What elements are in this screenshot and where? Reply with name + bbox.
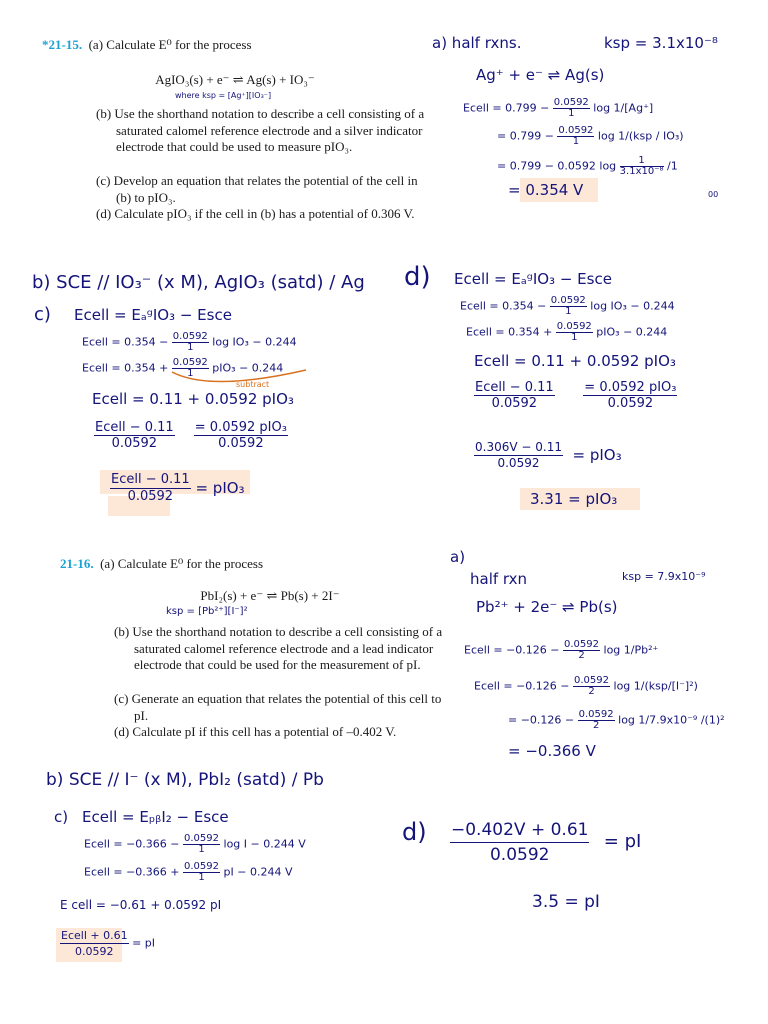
numerator: −0.402V + 0.61: [450, 818, 589, 843]
numerator: 0.0592: [558, 125, 594, 136]
fraction: [557, 126, 594, 147]
text: Ecell = −0.366 −: [84, 837, 180, 851]
denominator: 1: [198, 844, 205, 855]
p15-c-line-5: [94, 420, 288, 451]
denominator: 0.0592: [489, 845, 550, 865]
text: log IO₃ − 0.244: [212, 335, 297, 349]
part-a-text: (a) Calculate E⁰ for the process: [100, 556, 264, 571]
numerator: 0.0592: [172, 357, 208, 368]
denominator: 1: [571, 332, 578, 343]
ksp-note: where ksp = [Ag⁺][IO₃⁻]: [175, 91, 272, 100]
part-a-text: (a) Calculate E⁰ for the process: [88, 37, 252, 52]
fraction: [450, 818, 589, 867]
numerator: Ecell + 0.61: [61, 929, 128, 942]
p15-d-line-1: Ecell = EₐᵍIO₃ − Esce: [454, 270, 612, 288]
numerator: 0.0592: [184, 833, 220, 844]
text: = pIO₃: [572, 446, 622, 464]
ksp-note: ksp = [Pb²⁺][I⁻]²: [166, 606, 248, 617]
denominator: 0.0592: [218, 436, 264, 451]
p16-d-expression: [450, 818, 641, 867]
fraction: [183, 862, 220, 883]
text: Ecell = −0.126 −: [464, 643, 560, 657]
numerator: 0.306V − 0.11: [475, 440, 562, 454]
numerator: 0.0592: [574, 675, 610, 686]
fraction: [474, 380, 555, 411]
denominator: 2: [592, 720, 600, 731]
fraction: [573, 676, 610, 697]
fraction: [583, 380, 677, 411]
problem-number: 21-16.: [60, 556, 94, 571]
fraction: [194, 420, 288, 451]
numerator: = 0.0592 pIO₃: [584, 380, 677, 395]
fraction: [556, 322, 593, 343]
numerator: 1: [620, 156, 664, 167]
denominator: 3.1x10⁻⁸: [619, 166, 664, 177]
fraction: [183, 834, 220, 855]
p15-c-final: [110, 472, 245, 505]
text: Ecell = 0.799 −: [463, 101, 550, 115]
denominator: 2: [578, 650, 585, 661]
p15-a-ksp: ksp = 3.1x10⁻⁸: [604, 34, 718, 52]
fraction: [94, 420, 175, 451]
fraction: [60, 928, 129, 959]
denominator: 0.0592: [75, 945, 114, 958]
denominator: 0.0592: [111, 436, 158, 451]
p15-d-answer: 3.31 = pIO₃: [530, 490, 618, 508]
p15-a-line-3: [497, 156, 678, 177]
p15-d-label: d): [404, 262, 431, 292]
text: = 0.799 −: [497, 129, 554, 143]
numerator: 0.0592: [578, 709, 614, 720]
p16-d-label: d): [402, 818, 427, 846]
fraction: [563, 640, 600, 661]
text: = 0.799 − 0.0592 log: [497, 159, 617, 173]
denominator: 0.0592: [607, 396, 654, 411]
p15-d-line-3: [466, 322, 667, 343]
p15-a-line-1: [463, 98, 653, 119]
p16-c-line-1: Ecell = EₚᵦI₂ − Esce: [82, 808, 229, 826]
fraction: [172, 332, 209, 353]
text: pIO₃ − 0.244: [596, 325, 668, 339]
text: Ecell = 0.354 +: [466, 325, 553, 339]
p15-b-cell-notation: b) SCE // IO₃⁻ (x M), AgIO₃ (satd) / Ag: [32, 272, 365, 293]
part-d-text: (d) Calculate pI if this cell has a potential of –0.402 V.: [114, 724, 397, 739]
text: pI − 0.244 V: [223, 865, 293, 879]
part-c-text: (c) Develop an equation that relates the potential of the cell in (b) to pIO₃.: [96, 173, 418, 205]
p16-c-final: [60, 928, 155, 959]
numerator: 0.0592: [184, 861, 220, 872]
denominator: 1: [568, 108, 575, 119]
fraction: [550, 296, 587, 317]
text: /1: [667, 159, 678, 173]
reaction-equation: AgIO₃(s) + e⁻ ⇌ Ag(s) + IO₃⁻: [155, 72, 315, 87]
part-c-text: (c) Generate an equation that relates the potential of this cell to pI.: [114, 691, 442, 723]
fraction: [474, 440, 563, 471]
p16-a-line-3: [508, 710, 725, 731]
p16-b-cell-notation: b) SCE // I⁻ (x M), PbI₂ (satd) / Pb: [46, 770, 324, 790]
denominator: 1: [187, 342, 194, 353]
text: log 1/[Ag⁺]: [593, 101, 654, 115]
denominator: 0.0592: [491, 396, 538, 411]
p15-c-line-4: Ecell = 0.11 + 0.0592 pIO₃: [92, 390, 294, 408]
fraction: [620, 156, 664, 177]
text: = −0.126 −: [508, 713, 575, 727]
p15-c-label: c): [34, 304, 51, 325]
text: Ecell = 0.354 +: [82, 361, 169, 375]
correction-note: subtract: [236, 380, 270, 389]
text: log 1/(ksp / IO₃): [597, 129, 684, 143]
text: Ecell = −0.366 +: [84, 865, 180, 879]
text: pIO₃ − 0.244: [212, 361, 284, 375]
denominator: 0.0592: [497, 456, 540, 470]
p16-c-line-3: [84, 862, 292, 883]
p16-a-line-1: [464, 640, 658, 661]
p16-a-ksp: ksp = 7.9x10⁻⁹: [622, 570, 706, 583]
text: = pI: [603, 831, 642, 852]
numerator: 0.0592: [550, 295, 586, 306]
numerator: 0.0592: [553, 97, 589, 108]
p15-a-half-reaction: Ag⁺ + e⁻ ⇌ Ag(s): [476, 66, 605, 84]
p16-c-label: c): [54, 808, 69, 826]
problem-21-16: [60, 556, 420, 573]
p16-a-half: half rxn: [470, 570, 528, 588]
text: = pI: [132, 936, 156, 950]
numerator: 0.0592: [172, 331, 208, 342]
text: log IO₃ − 0.244: [590, 299, 675, 313]
denominator: 1: [565, 306, 572, 317]
p16-a-answer: = −0.366 V: [508, 742, 596, 760]
numerator: Ecell − 0.11: [475, 380, 554, 395]
numerator: Ecell − 0.11: [95, 420, 174, 435]
fraction: [553, 98, 590, 119]
p16-c-line-4: E cell = −0.61 + 0.0592 pI: [60, 898, 222, 912]
denominator: 2: [588, 686, 595, 697]
text: log I − 0.244 V: [223, 837, 306, 851]
p15-a-line-2: [497, 126, 684, 147]
numerator: = 0.0592 pIO₃: [194, 420, 287, 435]
problem-number: *21-15.: [42, 37, 83, 52]
denominator: 1: [572, 136, 580, 147]
denominator: 0.0592: [127, 489, 174, 504]
p15-d-line-5: [474, 380, 677, 411]
text: Ecell = 0.354 −: [82, 335, 169, 349]
text: Ecell = 0.354 −: [460, 299, 547, 313]
p16-a-half-reaction: Pb²⁺ + 2e⁻ ⇌ Pb(s): [476, 598, 618, 616]
text: log 1/7.9x10⁻⁹ /(1)²: [618, 713, 725, 727]
fraction: [578, 710, 615, 731]
denominator: 1: [198, 872, 205, 883]
numerator: 0.0592: [564, 639, 600, 650]
part-b-text: (b) Use the shorthand notation to describe a cell consisting of a saturated calomel reference electrode and a silver indicator electrode that could be used to measure pIO₃.: [96, 106, 425, 154]
p16-a-label: a): [450, 548, 466, 566]
p15-c-line-1: Ecell = EₐᵍIO₃ − Esce: [74, 306, 232, 324]
p15-a-answer: = 0.354 V: [508, 181, 584, 199]
p16-a-line-2: [474, 676, 698, 697]
p15-a-label: a) half rxns.: [432, 34, 522, 52]
p15-d-line-2: [460, 296, 675, 317]
problem-21-15: [42, 37, 412, 54]
part-d-text: (d) Calculate pIO₃ if the cell in (b) has a potential of 0.306 V.: [96, 206, 415, 221]
p15-d-line-6: [474, 440, 622, 471]
text: = pIO₃: [195, 479, 245, 497]
p15-a-tail: 00: [708, 190, 719, 199]
fraction: [110, 472, 191, 505]
part-b-text: (b) Use the shorthand notation to describe a cell consisting of a saturated calomel reference electrode and a lead indicator electrode that could be used for the measurement of pI.: [114, 624, 443, 672]
reaction-equation: PbI₂(s) + e⁻ ⇌ Pb(s) + 2I⁻: [200, 588, 340, 603]
text: log 1/Pb²⁺: [603, 643, 659, 657]
p16-d-answer: 3.5 = pI: [532, 892, 600, 912]
p15-c-line-2: [82, 332, 297, 353]
text: Ecell = −0.126 −: [474, 679, 570, 693]
p16-c-line-2: [84, 834, 306, 855]
denominator: 1: [187, 368, 194, 379]
numerator: 0.0592: [556, 321, 592, 332]
text: log 1/(ksp/[I⁻]²): [613, 679, 698, 693]
p15-d-line-4: Ecell = 0.11 + 0.0592 pIO₃: [474, 352, 676, 370]
numerator: Ecell − 0.11: [111, 472, 190, 487]
